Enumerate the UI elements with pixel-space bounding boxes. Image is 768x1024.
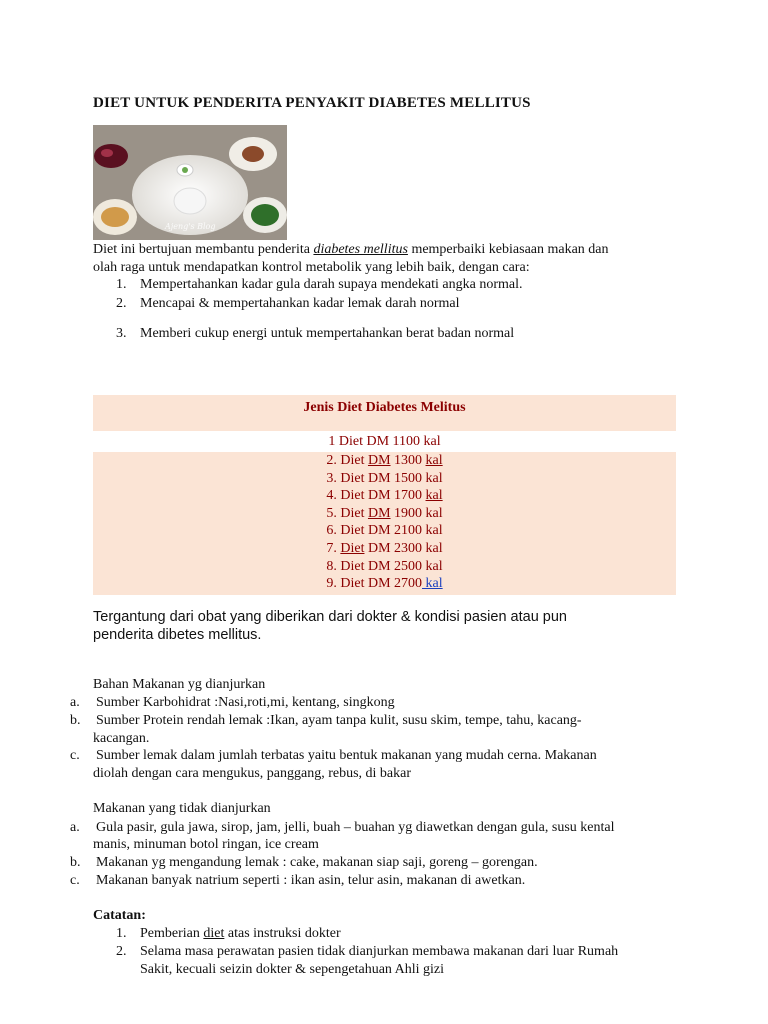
goal-item-3: 3. Memberi cukup energi untuk mempertahankan berat badan normal — [116, 326, 515, 341]
list-item: Sumber Protein rendah lemak :Ikan, ayam tanpa kulit, susu skim, tempe, tahu, kacang- — [96, 713, 582, 728]
catatan-item-1: 1. Pemberian diet atas instruksi dokter — [116, 926, 341, 941]
list-item: Sumber Karbohidrat :Nasi,roti,mi, kentang, singkong — [96, 695, 395, 710]
intro-line-1: Diet ini bertujuan membantu penderita diabetes mellitus memperbaiki kebiasaan makan dan — [93, 242, 609, 257]
table-row: 4. Diet DM 1700 kal — [326, 488, 443, 504]
recommended-heading: Bahan Makanan yg dianjurkan — [93, 677, 266, 692]
photo-watermark: Ajeng's Blog — [165, 222, 216, 231]
table-row: 3. Diet DM 1500 kal — [326, 470, 443, 486]
table-row: 1 Diet DM 1100 kal — [93, 431, 676, 452]
goal-item-1: 1. Mempertahankan kadar gula darah supaya mendekati angka normal. — [116, 277, 523, 292]
list-item-continuation: manis, minuman botol ringan, ice cream — [93, 837, 319, 852]
diet-meal-photo — [93, 125, 287, 240]
list-letter: a. — [70, 695, 80, 710]
page-title: DIET UNTUK PENDERITA PENYAKIT DIABETES MELLITUS — [93, 95, 531, 111]
list-item: Makanan yg mengandung lemak : cake, makanan siap saji, goreng – gorengan. — [96, 855, 538, 870]
goal-item-2: 2. Mencapai & mempertahankan kadar lemak darah normal — [116, 296, 460, 311]
diet-types-table — [93, 395, 676, 595]
side-dish-top-left — [94, 144, 128, 168]
table-row: 5. Diet DM 1900 kal — [326, 505, 443, 521]
catatan-item-2-continuation: Sakit, kecuali seizin dokter & sepengetahuan Ahli gizi — [140, 962, 445, 977]
list-letter: c. — [70, 873, 80, 888]
medication-note: Tergantung dari obat yang diberikan dari dokter & kondisi pasien atau pun penderita dibetes mellitus. — [93, 609, 567, 643]
rice-mound — [174, 188, 206, 214]
diabetes-mellitus-link[interactable]: diabetes mellitus — [313, 242, 408, 257]
intro-paragraph — [93, 241, 683, 276]
table-row: 8. Diet DM 2500 kal — [326, 558, 443, 574]
table-header: Jenis Diet Diabetes Melitus — [93, 395, 676, 431]
table-row: 7. Diet DM 2300 kal — [326, 540, 443, 556]
table-row: 6. Diet DM 2100 kal — [326, 523, 443, 539]
list-item: Makanan banyak natrium seperti : ikan asin, telur asin, makanan di awetkan. — [96, 873, 526, 888]
table-row: 2. Diet DM 1300 kal — [326, 453, 443, 468]
table-body — [93, 452, 676, 595]
list-letter: a. — [70, 820, 80, 835]
list-letter: c. — [70, 748, 80, 763]
intro-line-2: olah raga untuk mendapatkan kontrol metabolik yang lebih baik, dengan cara: — [93, 259, 530, 275]
catatan-item-2: 2. Selama masa perawatan pasien tidak dianjurkan membawa makanan dari luar Rumah — [116, 944, 619, 959]
list-item-continuation: diolah dengan cara mengukus, panggang, rebus, di bakar — [93, 766, 412, 781]
kal-link[interactable]: kal — [422, 576, 443, 592]
meal-illustration — [93, 125, 287, 240]
table-row: 9. Diet DM 2700 kal — [326, 576, 443, 592]
diet-link[interactable]: diet — [203, 926, 225, 941]
list-item-continuation: kacangan. — [93, 731, 150, 746]
list-letter: b. — [70, 855, 81, 870]
list-item: Gula pasir, gula jawa, sirop, jam, jelli, buah – buahan yg diawetkan dengan gula, susu kental — [96, 820, 615, 835]
not-recommended-heading: Makanan yang tidak dianjurkan — [93, 801, 271, 816]
catatan-heading: Catatan: — [93, 908, 146, 923]
list-item: Sumber lemak dalam jumlah terbatas yaitu bentuk makanan yang mudah cerna. Makanan — [96, 748, 597, 763]
list-letter: b. — [70, 713, 81, 728]
